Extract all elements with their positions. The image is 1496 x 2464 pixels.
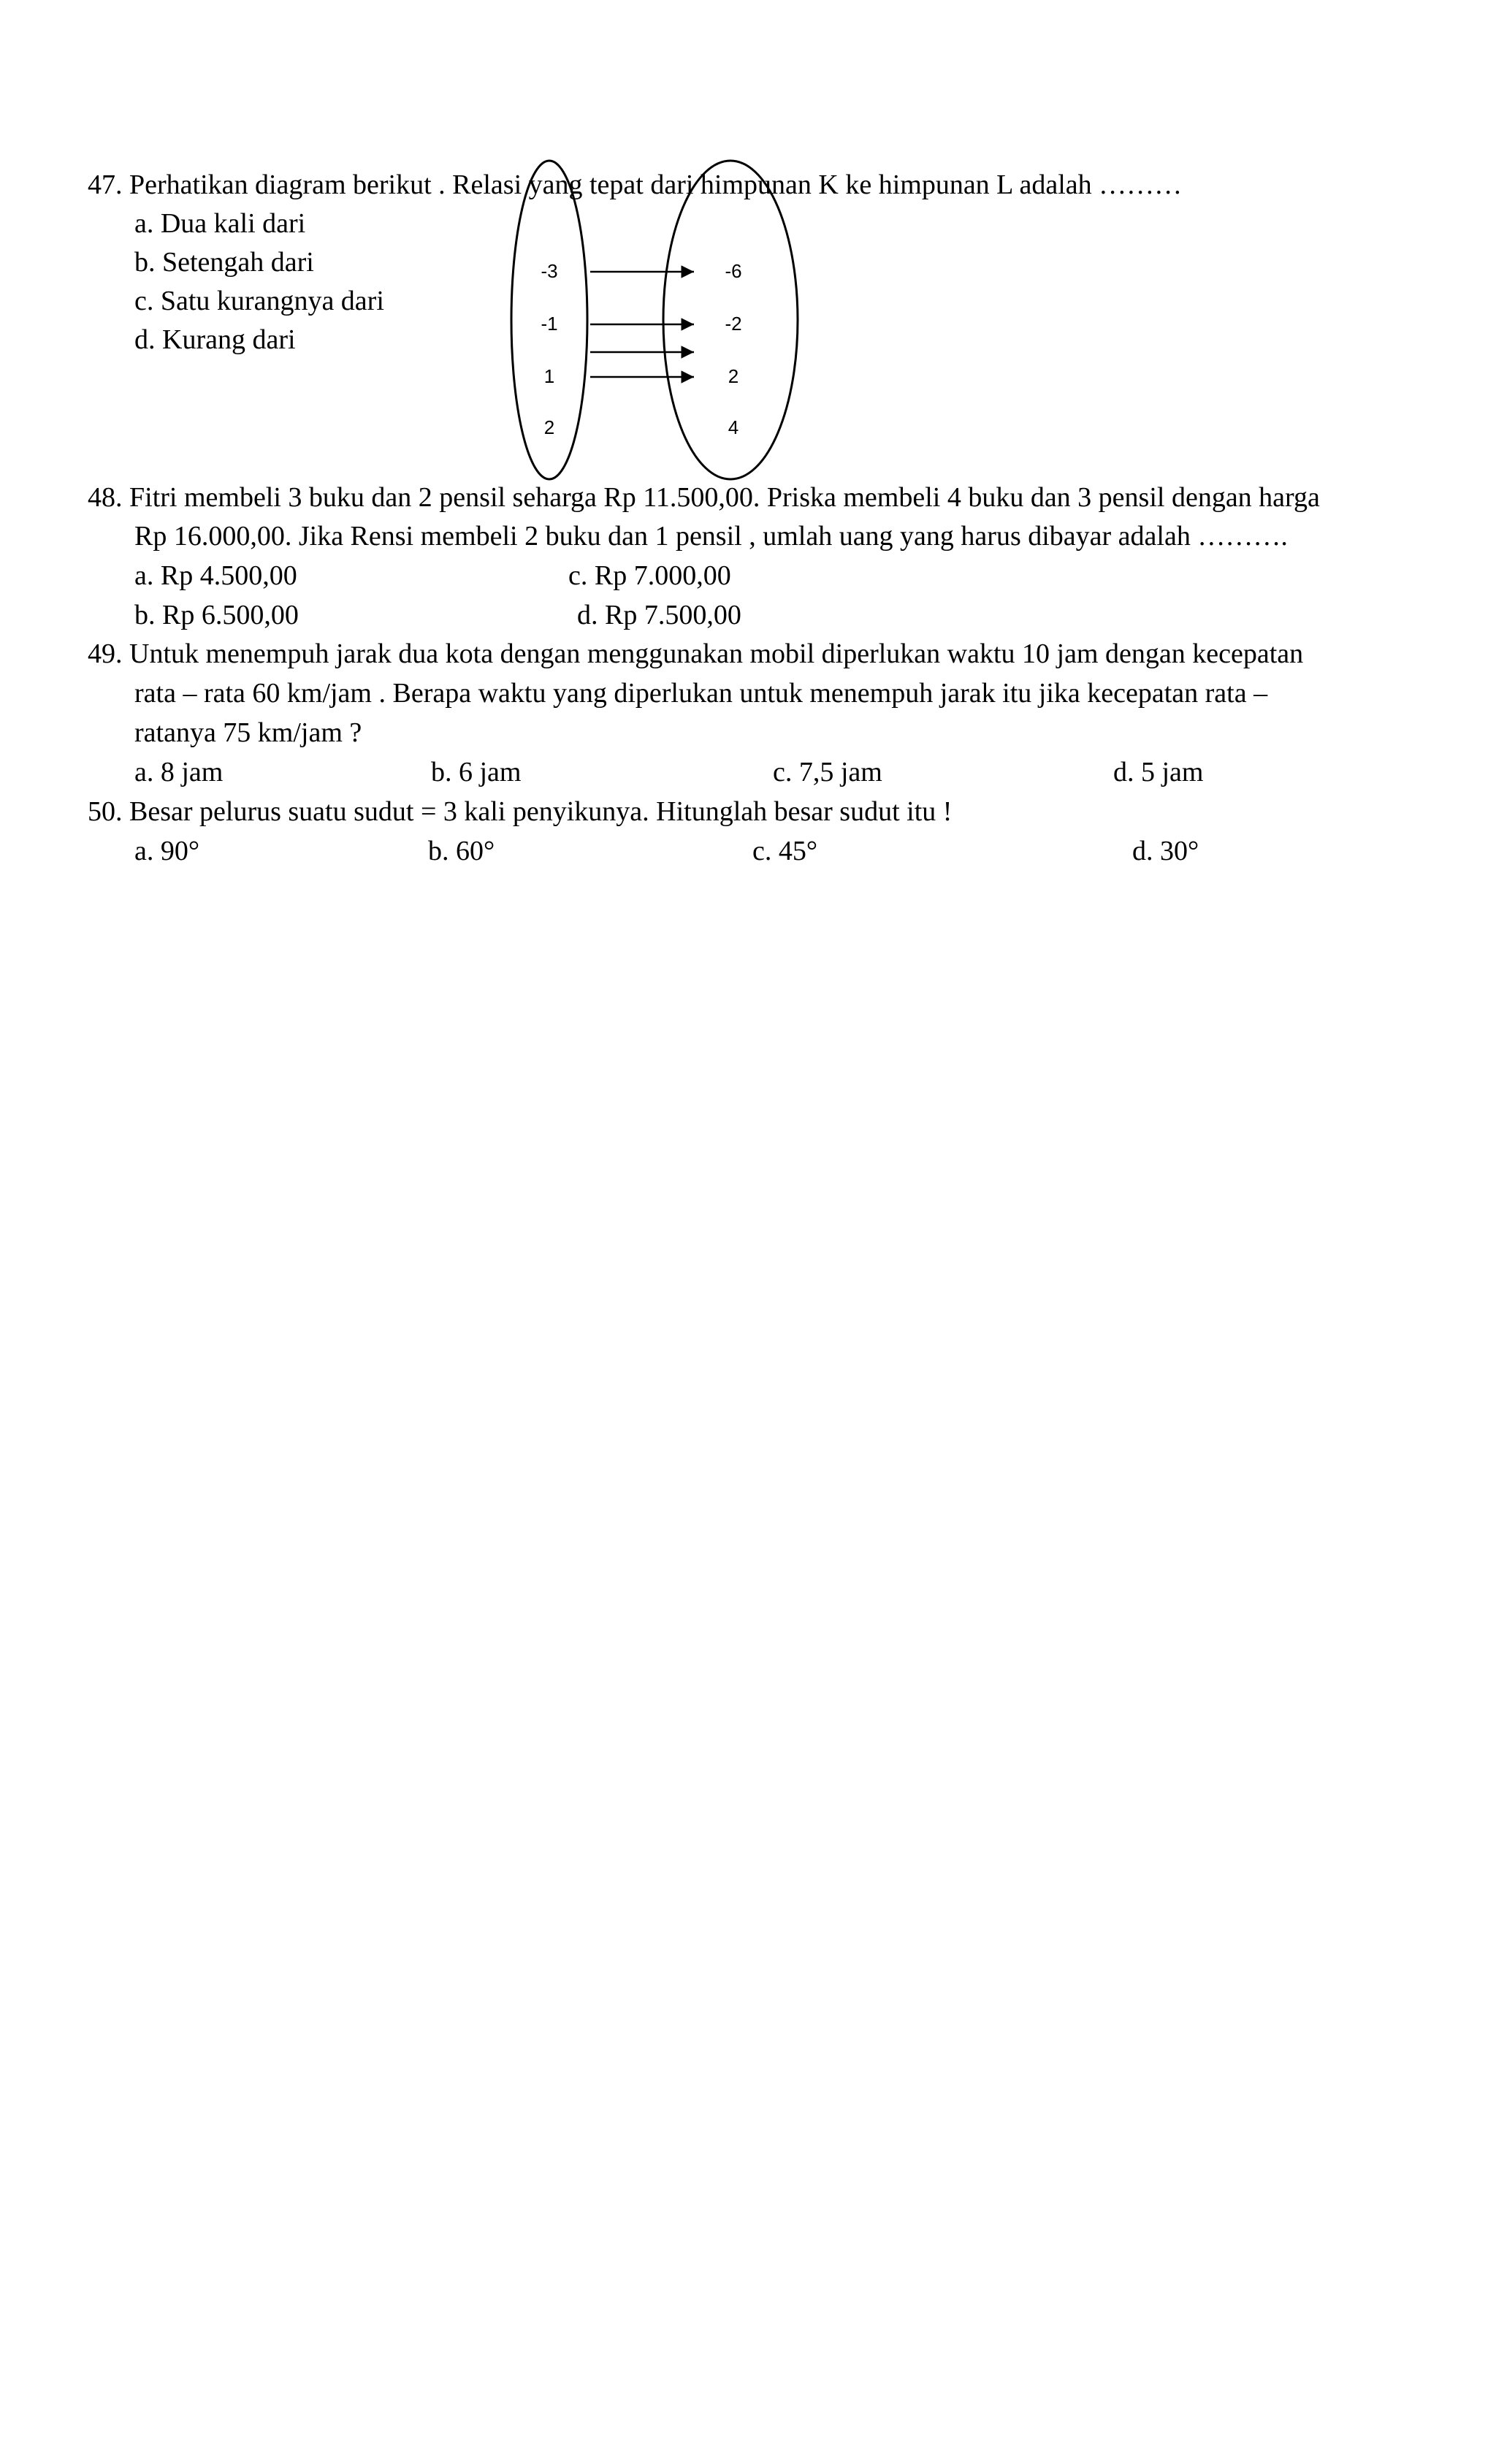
q50-option-b: b. 60° bbox=[428, 836, 495, 866]
q47-option-b: b. Setengah dari bbox=[134, 247, 314, 278]
q48-line-1: 48. Fitri membeli 3 buku dan 2 pensil seharga Rp 11.500,00. Priska membeli 4 buku dan 3 pensil dengan harga bbox=[88, 482, 1320, 513]
q47-option-d: d. Kurang dari bbox=[134, 324, 296, 355]
q47-option-a: a. Dua kali dari bbox=[134, 208, 306, 239]
set-l-element: -2 bbox=[725, 313, 742, 335]
q50-option-c: c. 45° bbox=[752, 836, 818, 866]
q49-line-1: 49. Untuk menempuh jarak dua kota dengan menggunakan mobil diperlukan waktu 10 jam dengan kecepatan bbox=[88, 638, 1304, 669]
q48-option-b: b. Rp 6.500,00 bbox=[134, 600, 299, 630]
q50-option-a: a. 90° bbox=[134, 836, 200, 866]
q49-option-c: c. 7,5 jam bbox=[773, 757, 882, 787]
q49-line-3: ratanya 75 km/jam ? bbox=[134, 717, 362, 748]
q47-option-c: c. Satu kurangnya dari bbox=[134, 286, 384, 316]
q48-option-d: d. Rp 7.500,00 bbox=[577, 600, 741, 630]
q48-option-a: a. Rp 4.500,00 bbox=[134, 560, 297, 591]
set-k-element: -1 bbox=[541, 313, 558, 335]
set-l-element: -6 bbox=[725, 260, 742, 282]
q50-option-d: d. 30° bbox=[1132, 836, 1199, 866]
q48-line-2: Rp 16.000,00. Jika Rensi membeli 2 buku dan 1 pensil , umlah uang yang harus dibayar adalah ………. bbox=[134, 521, 1288, 552]
q49-option-a: a. 8 jam bbox=[134, 757, 224, 787]
q49-option-d: d. 5 jam bbox=[1113, 757, 1204, 787]
q49-line-2: rata – rata 60 km/jam . Berapa waktu yang diperlukan untuk menempuh jarak itu jika kecepatan rata – bbox=[134, 678, 1268, 709]
q50-stem: 50. Besar pelurus suatu sudut = 3 kali penyikunya. Hitunglah besar sudut itu ! bbox=[88, 796, 953, 827]
set-k-element: 1 bbox=[543, 365, 555, 387]
set-l-element: 2 bbox=[728, 365, 739, 387]
set-l-element: 4 bbox=[728, 416, 739, 438]
q49-option-b: b. 6 jam bbox=[431, 757, 522, 787]
q48-option-c: c. Rp 7.000,00 bbox=[568, 560, 731, 591]
set-k-element: 2 bbox=[543, 416, 555, 438]
q47-stem: 47. Perhatikan diagram berikut . Relasi yang tepat dari himpunan K ke himpunan L adalah ……… bbox=[88, 169, 1183, 200]
set-k-element: -3 bbox=[541, 260, 558, 282]
